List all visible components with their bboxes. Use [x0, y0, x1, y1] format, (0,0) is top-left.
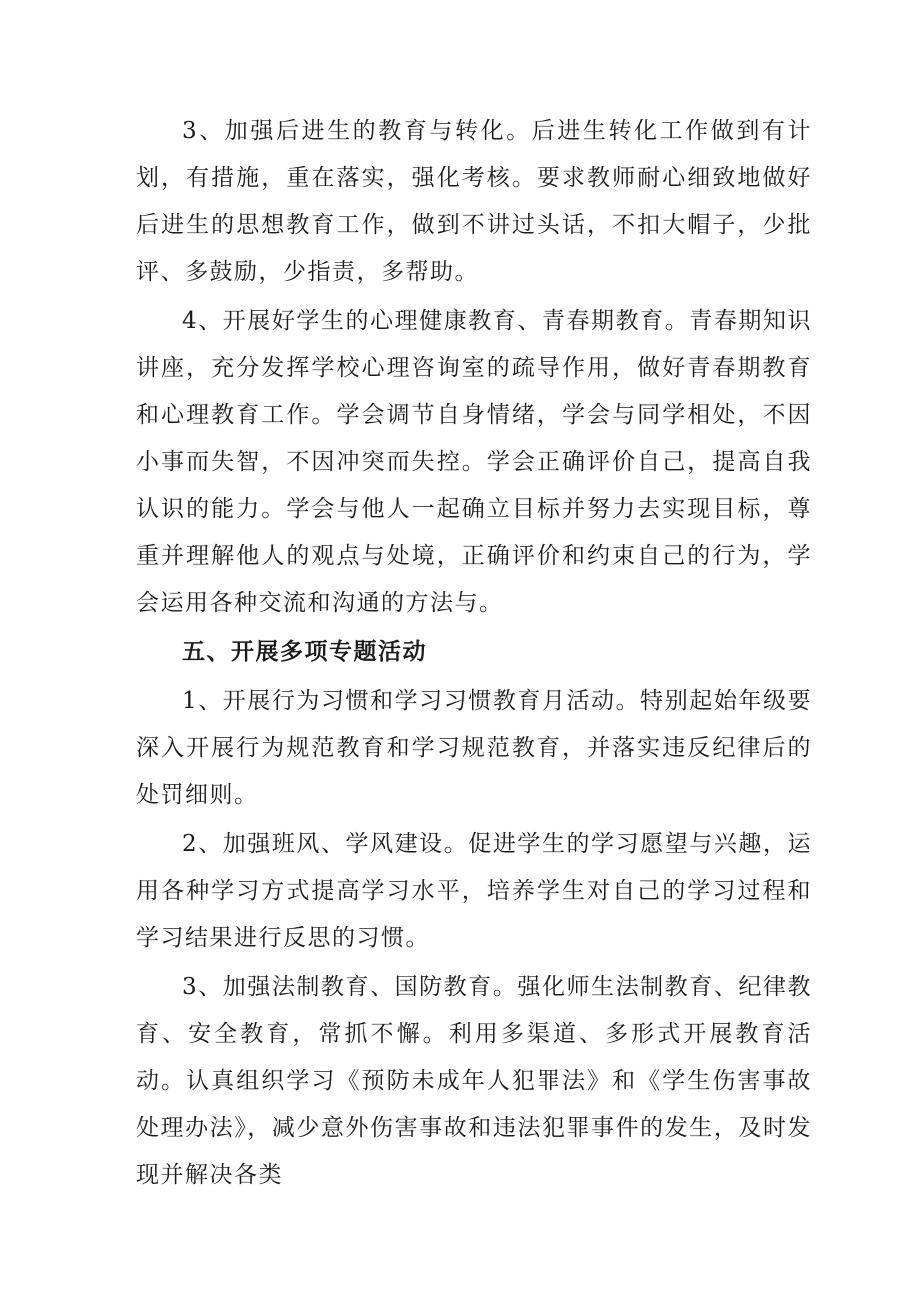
paragraph-legal-defense-education: 3、加强法制教育、国防教育。强化师生法制教育、纪律教育、安全教育，常抓不懈。利用多渠道、多形式开展教育活动。认真组织学习《预防未成年人犯罪法》和《学生伤害事故处理办法》，减少意外伤害事故和违法犯罪事件的发生，及时发现并解决各类 — [136, 974, 812, 1188]
section-heading: 五、开展多项专题活动 — [182, 639, 427, 665]
paragraph-underachiever-education: 3、加强后进生的教育与转化。后进生转化工作做到有计划，有措施，重在落实，强化考核。要求教师耐心细致地做好后进生的思想教育工作，做到不讲过头话，不扣大帽子，少批评、多鼓励，少指责，多帮助。 — [136, 118, 812, 285]
paragraph-class-style-building: 2、加强班风、学风建设。促进学生的学习愿望与兴趣，运用各种学习方式提高学习水平，培养学生对自己的学习过程和学习结果进行反思的习惯。 — [136, 831, 812, 951]
document-body — [136, 108, 812, 1201]
paragraph-mental-health-education: 4、开展好学生的心理健康教育、青春期教育。青春期知识讲座，充分发挥学校心理咨询室的疏导作用，做好青春期教育和心理教育工作。学会调节自身情绪，学会与同学相处，不因小事而失智，不因冲突而失控。学会正确评价自己，提高自我认识的能力。学会与他人一起确立目标并努力去实现目标，尊重并理解他人的观点与处境，正确评价和约束自己的行为，学会运用各种交流和沟通的方法与。 — [136, 308, 812, 616]
paragraph-habits-education-month: 1、开展行为习惯和学习习惯教育月活动。特别起始年级要深入开展行为规范教育和学习规范教育，并落实违反纪律后的处罚细则。 — [136, 688, 812, 808]
